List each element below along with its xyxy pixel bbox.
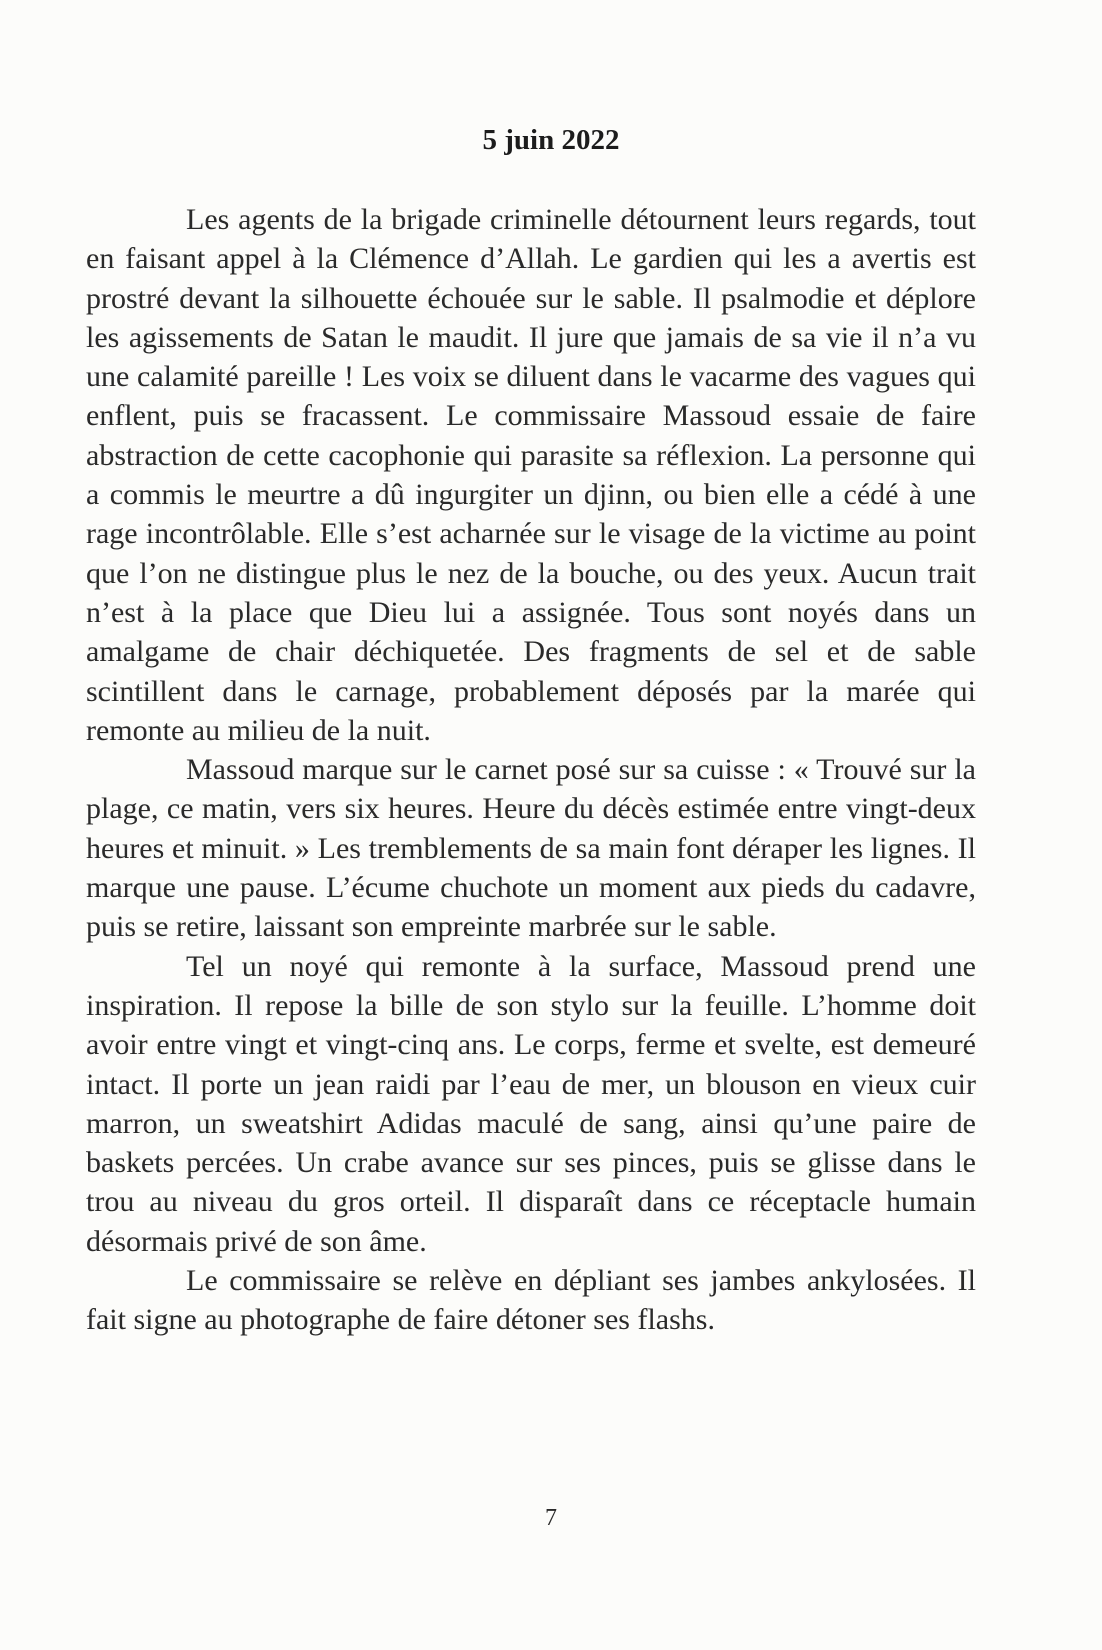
page-number: 7 — [545, 1505, 557, 1531]
body-text — [86, 200, 976, 1340]
paragraph-4: Le commissaire se relève en dépliant ses jambes ankylosées. Il fait signe au photographe de faire détoner ses flashs. — [86, 1264, 976, 1337]
paragraph-2: Massoud marque sur le carnet posé sur sa cuisse : « Trouvé sur la plage, ce matin, vers six heures. Heure du décès estimée entre vingt-deux heures et minuit. » Les tremblements de sa main font déraper les lignes. Il marque une pause. L’écume chuchote un moment aux pieds du cadavre, puis se retire, laissant son empreinte marbrée sur le sable. — [86, 753, 976, 944]
chapter-date-heading: 5 juin 2022 — [482, 124, 620, 156]
paragraph-1: Les agents de la brigade criminelle détournent leurs regards, tout en faisant appel à la Clémence d’Allah. Le gardien qui les a avertis est prostré devant la silhouette échouée sur le sable. Il psalmodie et déplore les agissements de Satan le maudit. Il jure que jamais de sa vie il n’a vu une calamité pareille ! Les voix se diluent dans le vacarme des vagues qui enflent, puis se fracassent. Le commissaire Massoud essaie de faire abstraction de cette cacophonie qui parasite sa réflexion. La personne qui a commis le meurtre a dû ingurgiter un djinn, ou bien elle a cédé à une rage incontrôlable. Elle s’est acharnée sur le visage de la victime au point que l’on ne distingue plus le nez de la bouche, ou des yeux. Aucun trait n’est à la place que Dieu lui a assignée. Tous sont noyés dans un amalgame de chair déchiquetée. Des fragments de sel et de sable scintillent dans le carnage, probablement déposés par la marée qui remonte au milieu de la nuit. — [86, 203, 976, 747]
paragraph-3: Tel un noyé qui remonte à la surface, Massoud prend une inspiration. Il repose la bille de son stylo sur la feuille. L’homme doit avoir entre vingt et vingt-cinq ans. Le corps, ferme et svelte, est demeuré intact. Il porte un jean raidi par l’eau de mer, un blouson en vieux cuir marron, un sweatshirt Adidas maculé de sang, ainsi qu’une paire de baskets percées. Un crabe avance sur ses pinces, puis se glisse dans le trou au niveau du gros orteil. Il disparaît dans ce réceptacle humain désormais privé de son âme. — [86, 949, 976, 1258]
